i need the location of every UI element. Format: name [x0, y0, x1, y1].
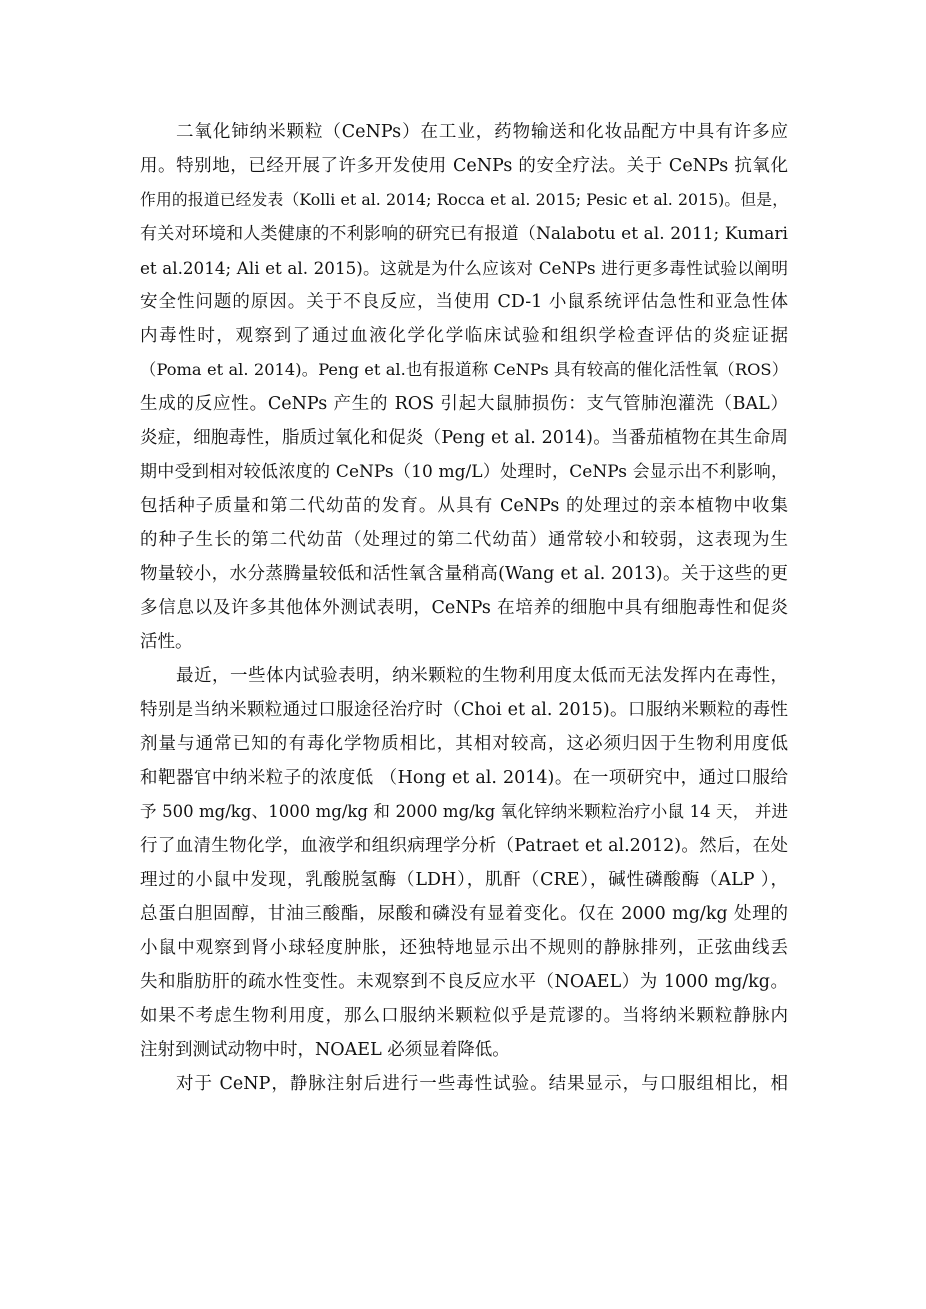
paragraph-line: 予 500 mg/kg、1000 mg/kg 和 2000 mg/kg 氧化锌纳米颗粒治疗小鼠 14 天， 并进: [140, 802, 788, 821]
paragraph-line: 二氧化铈纳米颗粒（CeNPs）在工业，药物输送和化妆品配方中具有许多应: [176, 122, 788, 142]
paragraph-line: 安全性问题的原因。关于不良反应，当使用 CD-1 小鼠系统评估急性和亚急性体: [140, 292, 788, 312]
paragraph-line: 活性。: [140, 632, 193, 652]
paragraph-line: 剂量与通常已知的有毒化学物质相比，其相对较高，这必须归因于生物利用度低: [140, 734, 788, 754]
paragraph-line: 特别是当纳米颗粒通过口服途径治疗时（Choi et al. 2015)。口服纳米颗粒的毒性: [140, 700, 788, 720]
paragraph-2: [140, 659, 788, 1067]
paragraph-line: 总蛋白胆固醇，甘油三酸酯，尿酸和磷没有显着变化。仅在 2000 mg/kg 处理的: [140, 904, 788, 924]
paragraph-line: 行了血清生物化学，血液学和组织病理学分析（Patraet et al.2012)。然后，在处: [140, 836, 788, 856]
paragraph-line: 小鼠中观察到肾小球轻度肿胀，还独特地显示出不规则的静脉排列，正弦曲线丢: [140, 938, 788, 958]
paragraph-line: et al.2014; Ali et al. 2015)。这就是为什么应该对 CeNPs 进行更多毒性试验以阐明: [140, 258, 788, 278]
paragraph-line: 理过的小鼠中发现，乳酸脱氢酶（LDH），肌酐（CRE），碱性磷酸酶（ALP ），: [140, 870, 788, 890]
paragraph-line: 内毒性时，观察到了通过血液化学化学临床试验和组织学检查评估的炎症证据: [140, 326, 788, 346]
paragraph-3: [140, 1067, 788, 1101]
paragraph-line: 期中受到相对较低浓度的 CeNPs（10 mg/L）处理时，CeNPs 会显示出不利影响，: [140, 462, 788, 482]
paragraph-line: （Poma et al. 2014)。Peng et al.也有报道称 CeNPs 具有较高的催化活性氧（ROS）: [140, 360, 788, 379]
paragraph-line: 炎症，细胞毒性，脂质过氧化和促炎（Peng et al. 2014)。当番茄植物在其生命周: [140, 428, 788, 448]
paragraph-line: 多信息以及许多其他体外测试表明，CeNPs 在培养的细胞中具有细胞毒性和促炎: [140, 598, 788, 618]
paragraph-line: 有关对环境和人类健康的不利影响的研究已有报道（Nalabotu et al. 2011; Kumari: [140, 224, 788, 244]
paragraph-line: 物量较小，水分蒸腾量较低和活性氧含量稍高(Wang et al. 2013)。关于这些的更: [140, 564, 788, 584]
paragraph-line: 对于 CeNP，静脉注射后进行一些毒性试验。结果显示，与口服组相比，相: [176, 1074, 788, 1094]
paragraph-1: [140, 115, 788, 659]
paragraph-line: 和靶器官中纳米粒子的浓度低 （Hong et al. 2014)。在一项研究中，通过口服给: [140, 768, 788, 788]
paragraph-line: 注射到测试动物中时，NOAEL 必须显着降低。: [140, 1040, 510, 1060]
paragraph-line: 失和脂肪肝的疏水性变性。未观察到不良反应水平（NOAEL）为 1000 mg/kg。: [140, 972, 788, 992]
paragraph-line: 如果不考虑生物利用度，那么口服纳米颗粒似乎是荒谬的。当将纳米颗粒静脉内: [140, 1006, 788, 1026]
paragraph-line: 的种子生长的第二代幼苗（处理过的第二代幼苗）通常较小和较弱，这表现为生: [140, 530, 788, 550]
paragraph-line: 用。特别地，已经开展了许多开发使用 CeNPs 的安全疗法。关于 CeNPs 抗氧化: [140, 156, 788, 176]
paragraph-line: 最近，一些体内试验表明，纳米颗粒的生物利用度太低而无法发挥内在毒性，: [176, 666, 788, 686]
paragraph-line: 包括种子质量和第二代幼苗的发育。从具有 CeNPs 的处理过的亲本植物中收集: [140, 496, 788, 516]
paragraph-line: 生成的反应性。CeNPs 产生的 ROS 引起大鼠肺损伤：支气管肺泡灌洗（BAL）: [140, 394, 788, 414]
body-text: [140, 115, 788, 1101]
paragraph-line: 作用的报道已经发表（Kolli et al. 2014; Rocca et al. 2015; Pesic et al. 2015)。但是，: [140, 190, 788, 209]
